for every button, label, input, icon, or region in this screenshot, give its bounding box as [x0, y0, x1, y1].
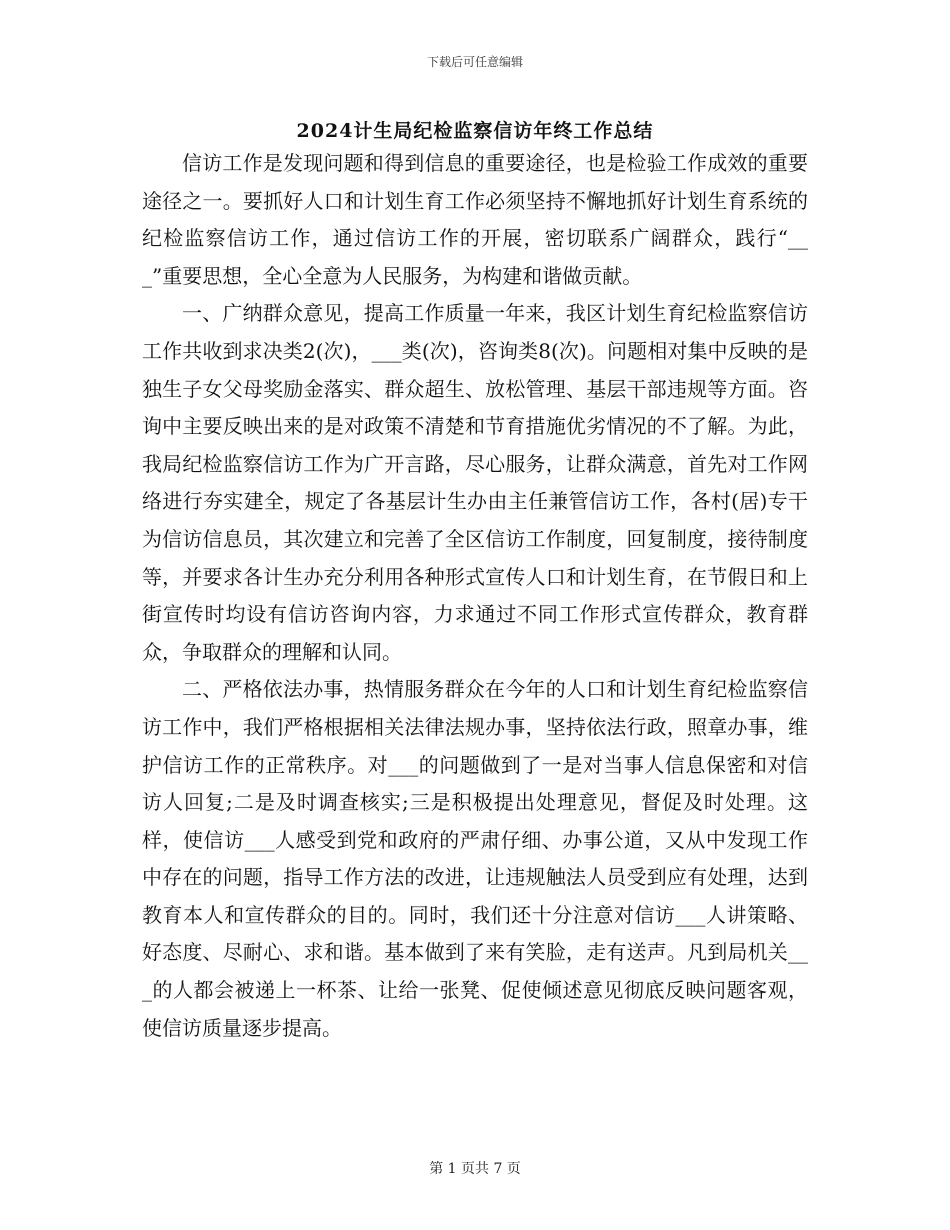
paragraph-section-2: 二、严格依法办事，热情服务群众在今年的人口和计划生育纪检监察信访工作中，我们严格根据相关法律法规办事，坚持依法行政，照章办事，维护信访工作的正常秩序。对___的问题做到了一是对当事人信息保密和对信访人回复;二是及时调查核实;三是积极提出处理意见，督促及时处理。这样，使信访___人感受到党和政府的严肃仔细、办事公道，又从中发现工作中存在的问题，指导工作方法的改进，让违规触法人员受到应有处理，达到教育本人和宣传群众的目的。同时，我们还十分注意对信访___人讲策略、好态度、尽耐心、求和谐。基本做到了来有笑脸，走有送声。凡到局机关___的人都会被递上一杯茶、让给一张凳、促使倾述意见彻底反映问题客观，使信访质量逐步提高。 — [142, 677, 808, 1040]
paragraph-section-1: 一、广纳群众意见，提高工作质量一年来，我区计划生育纪检监察信访工作共收到求决类2(次)，___类(次)，咨询类8(次)。问题相对集中反映的是独生子女父母奖励金落实、群众超生、放松管理、基层干部违规等方面。咨询中主要反映出来的是对政策不清楚和节育措施优劣情况的不了解。为此，我局纪检监察信访工作为广开言路，尽心服务，让群众满意，首先对工作网络进行夯实建全，规定了各基层计生办由主任兼管信访工作，各村(居)专干为信访信息员，其次建立和完善了全区信访工作制度，回复制度，接待制度等，并要求各计生办充分利用各种形式宣传人口和计划生育，在节假日和上街宣传时均设有信访咨询内容，力求通过不同工作形式宣传群众，教育群众，争取群众的理解和认同。 — [142, 301, 808, 664]
document-title: 2024计生局纪检监察信访年终工作总结 — [296, 120, 654, 142]
paragraph-intro: 信访工作是发现问题和得到信息的重要途径，也是检验工作成效的重要途径之一。要抓好人口和计划生育工作必须坚持不懈地抓好计划生育系统的纪检监察信访工作，通过信访工作的开展，密切联系广阔群众，践行“___”重要思想，全心全意为人民服务，为构建和谐做贡献。 — [142, 151, 808, 288]
header-note: 下载后可任意编辑 — [426, 55, 523, 69]
page-number-footer: 第 1 页共 7 页 — [429, 1161, 521, 1177]
document-body — [142, 145, 808, 1047]
